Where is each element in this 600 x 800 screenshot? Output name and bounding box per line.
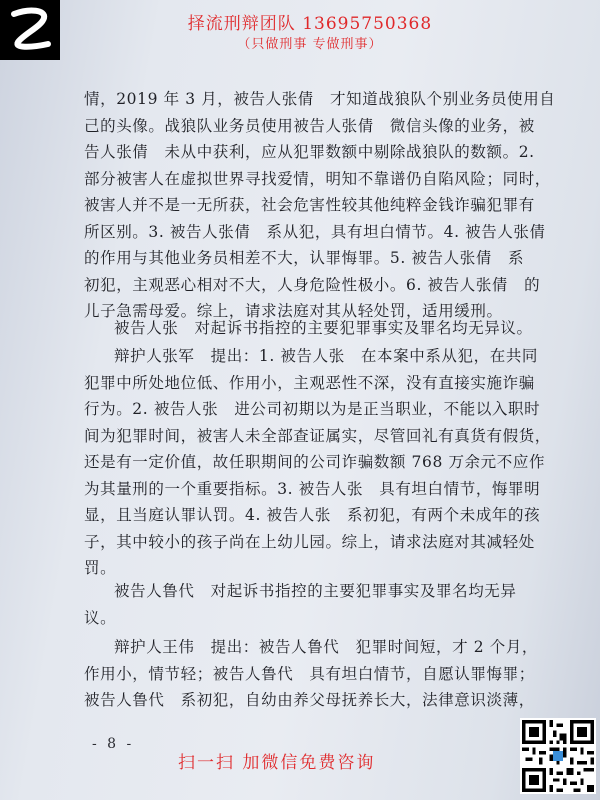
- text-line: 部分被害人在虚拟世界寻找爱情，明知不靠谱仍自陷风险；同时，: [84, 169, 551, 188]
- text-line: 为其量刑的一个重要指标。3. 被告人张 具有坦白情节，悔罪明: [84, 479, 541, 498]
- text-line: 辩护人王伟 提出：被告人鲁代 犯罪时间短，才 2 个月，: [114, 638, 539, 656]
- text-line: 所区别。3. 被告人张倩 系从犯，具有坦白情节。4. 被告人张倩: [84, 222, 546, 241]
- paragraph-2: [84, 315, 564, 342]
- text-line: 被害人并不是一无所获，社会危害性较其他纯粹金钱诈骗犯罪有: [84, 196, 535, 214]
- wechat-consult-banner: 扫一扫 加微信免费咨询: [178, 753, 376, 773]
- text-line: 间为犯罪时间，被害人未全部查证属实，尽管回礼有真货有假货，: [84, 426, 551, 445]
- text-line: 辩护人张军 提出：1. 被告人张 在本案中系从犯，在共同: [114, 347, 539, 365]
- text-line: 情，2019 年 3 月，被告人张倩 才知道战狼队个别业务员使用自: [84, 90, 556, 108]
- text-line: 告人张倩 未从中获利，应从犯罪数额中剔除战狼队的数额。2.: [84, 143, 535, 161]
- paragraph-3: [84, 343, 564, 582]
- paragraph-4: [84, 578, 564, 631]
- text-line: 作用小，情节轻；被告人鲁代 具有坦白情节，自愿认罪悔罪；: [84, 664, 535, 683]
- header-title: 择流刑辩团队 13695750368: [187, 14, 433, 34]
- text-line: 犯罪中所处地位低、作用小，主观恶性不深，没有直接实施诈骗: [84, 373, 535, 392]
- text-line: 初犯，主观恶心相对不大，人身危险性极小。6. 被告人张倩 的: [84, 275, 541, 294]
- text-line: 还是有一定价值，故任职期间的公司诈骗数额 768 万余元不应作: [84, 453, 546, 471]
- text-line: 儿子急需母爱。综上，请求法庭对其从轻处罚，适用缓刑。: [84, 302, 503, 320]
- text-line: 被告人鲁代 对起诉书指控的主要犯罪事实及罪名均无异: [114, 582, 517, 600]
- z-logo-icon: [0, 0, 60, 60]
- text-line: 的作用与其他业务员相差不大，认罪悔罪。5. 被告人张倩 系: [84, 249, 525, 267]
- page-number: - 8 -: [92, 736, 135, 752]
- header-subtitle: （只做刑事 专做刑事）: [237, 37, 383, 52]
- text-line: 被告人张 对起诉书指控的主要犯罪事实及罪名均无异议。: [114, 319, 533, 337]
- text-line: 显，且当庭认罪认罚。4. 被告人张 系初犯，有两个未成年的孩: [84, 506, 541, 524]
- paragraph-1: [84, 86, 564, 325]
- text-line: 己的头像。战狼队业务员使用被告人张倩 微信头像的业务，被: [84, 116, 535, 135]
- qr-code-icon[interactable]: [520, 718, 596, 794]
- text-line: 行为。2. 被告人张 进公司初期以为是正当职业，不能以入职时: [84, 400, 541, 418]
- paragraph-5: [84, 634, 564, 714]
- text-line: 议。: [84, 608, 117, 627]
- text-line: 罚。: [84, 559, 117, 577]
- text-line: 被告人鲁代 系初犯，自幼由养父母抚养长大，法律意识淡薄，: [84, 691, 535, 709]
- text-line: 子，其中较小的孩子尚在上幼儿园。综上，请求法庭对其减轻处: [84, 532, 535, 551]
